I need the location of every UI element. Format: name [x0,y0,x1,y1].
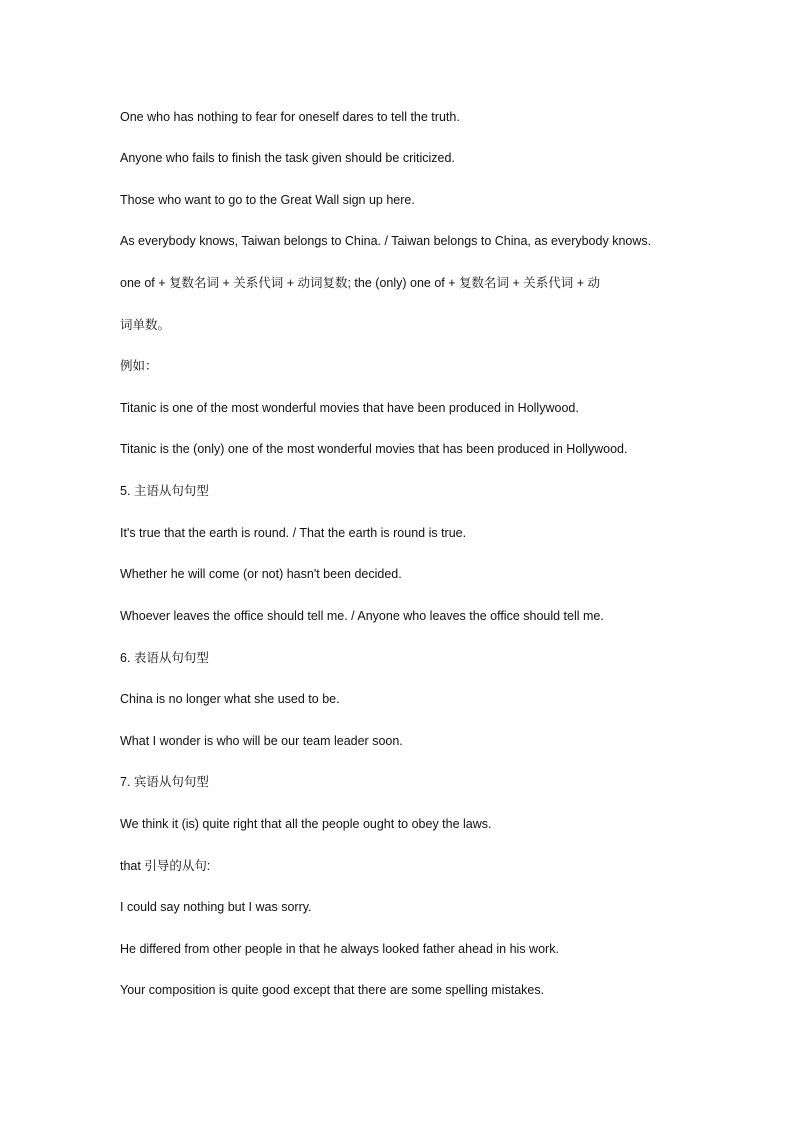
text-line: Whoever leaves the office should tell me. / Anyone who leaves the office should tell me. [120,609,604,623]
text-line: Your composition is quite good except that there are some spelling mistakes. [120,983,545,997]
text-line: What I wonder is who will be our team leader soon. [120,734,403,748]
text-line: 例如： [120,359,158,373]
text-line: One who has nothing to fear for oneself dares to tell the truth. [120,110,460,124]
section-heading: 5. 主语从句句型 [120,484,209,498]
text-line: one of + 复数名词 + 关系代词 + 动词复数; the (only) one of + 复数名词 + 关系代词 + 动 [120,276,601,290]
text-line: It's true that the earth is round. / That the earth is round is true. [120,526,467,540]
text-line: We think it (is) quite right that all the people ought to obey the laws. [120,817,492,831]
text-line: 词单数。 [120,318,171,332]
text-line: Titanic is the (only) one of the most wonderful movies that has been produced in Hollywood. [120,442,628,456]
text-line: Titanic is one of the most wonderful movies that have been produced in Hollywood. [120,401,579,415]
text-line: that 引导的从句: [120,859,211,873]
section-heading: 7. 宾语从句句型 [120,775,209,789]
section-heading: 6. 表语从句句型 [120,651,209,665]
text-line: Whether he will come (or not) hasn't been decided. [120,567,402,581]
text-line: Those who want to go to the Great Wall sign up here. [120,193,415,207]
text-line: Anyone who fails to finish the task given should be criticized. [120,151,455,165]
text-line: As everybody knows, Taiwan belongs to China. / Taiwan belongs to China, as everybody knows. [120,234,652,248]
text-line: China is no longer what she used to be. [120,692,340,706]
text-line: I could say nothing but I was sorry. [120,900,312,914]
text-line: He differed from other people in that he always looked father ahead in his work. [120,942,559,956]
